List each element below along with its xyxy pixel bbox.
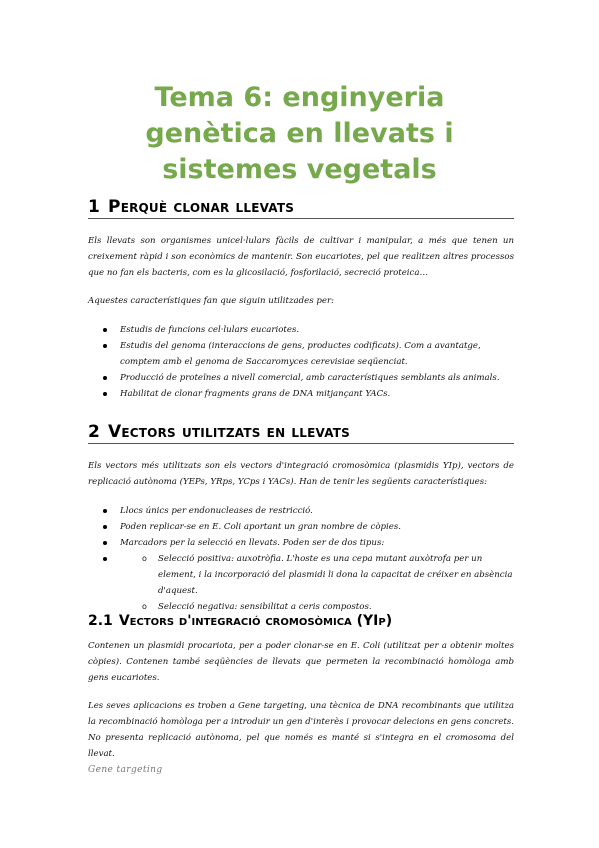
- section-title: Perquè clonar llevats: [108, 197, 295, 217]
- footer-caption: Gene targeting: [88, 765, 163, 775]
- list-item: Poden replicar-se en E. Coli aportant un gran nombre de còpies.: [88, 519, 514, 535]
- document-title: [40, 80, 559, 188]
- list-item: Producció de proteïnes a nivell comercial, amb característiques semblants als animals.: [88, 370, 514, 386]
- sub-list-wrapper: [88, 551, 514, 615]
- section-2-bullet-list: [88, 503, 514, 551]
- title-line-2: genètica en llevats i: [145, 118, 454, 149]
- section-1-paragraph-1: Els llevats son organismes unicel·lulars fàcils de cultivar i manipular, a més que tenen un creixement ràpid i son econòmics de mantenir. Son eucariotes, pel que realitzen altres processos que no fan els bacteris, com es la glicosilació, fosforilació, secreció proteica…: [88, 236, 514, 278]
- list-item: Estudis del genoma (interaccions de gens, productes codificats). Com a avantatge, comptem amb el genoma de Saccaromyces cerevisiae seqüenciat.: [88, 338, 514, 370]
- section-2-sub-list: [88, 551, 514, 615]
- list-item-text: Marcadors per la selecció en llevats. Poden ser de dos tipus:: [120, 538, 385, 548]
- list-item: Habilitat de clonar fragments grans de DNA mitjançant YACs.: [88, 386, 514, 402]
- section-2-1-paragraph-2: Les seves aplicacions es troben a Gene targeting, una tècnica de DNA recombinants que utilitza la recombinació homòloga per a introduir un gen d'interès i provocar delecions en gens concrets. No presenta replicació autònoma, pel que només es manté si s'integra en el cromosoma del llevat.: [88, 701, 514, 759]
- section-2-paragraph-1: Els vectors més utilitzats son els vectors d'integració cromosòmica (plasmidis YIp), vectors de replicació autònoma (YEPs, YRps, YCps i YACs). Han de tenir les següents característiques:: [88, 461, 514, 487]
- sub-list-item: o Selecció negativa: sensibilitat a ceris compostos.: [88, 599, 514, 615]
- section-2-1-heading: [88, 613, 514, 629]
- title-line-3: sistemes vegetals: [162, 154, 437, 185]
- sub-list-item: o Selecció positiva: auxotròfia. L'hoste es una cepa mutant auxòtrofa per un element, i la incorporació del plasmidi li dona la capacitat de créixer en absència d'aquest.: [88, 551, 514, 599]
- section-number: 2: [88, 422, 101, 442]
- section-1-heading: [88, 197, 514, 219]
- section-1-paragraph-2: Aquestes característiques fan que siguin utilitzades per:: [88, 296, 334, 306]
- list-item: Llocs únics per endonucleases de restricció.: [88, 503, 514, 519]
- section-1-bullet-list: [88, 322, 514, 402]
- section-number: 2.1: [88, 613, 113, 629]
- section-number: 1: [88, 197, 101, 217]
- title-line-1: Tema 6: enginyeria: [154, 82, 445, 113]
- section-2-heading: [88, 422, 514, 444]
- section-2-1-paragraph-1: Contenen un plasmidi procariota, per a poder clonar-se en E. Coli (utilitzat per a obtenir moltes còpies). Contenen també seqüències de llevats que permeten la recombinació homòloga amb gens eucariotes.: [88, 641, 514, 683]
- list-item: Estudis de funcions cel·lulars eucariotes.: [88, 322, 514, 338]
- section-title: Vectors utilitzats en llevats: [108, 422, 350, 442]
- list-item: [88, 535, 514, 551]
- section-title: Vectors d'integració cromosòmica (YIp): [118, 613, 393, 629]
